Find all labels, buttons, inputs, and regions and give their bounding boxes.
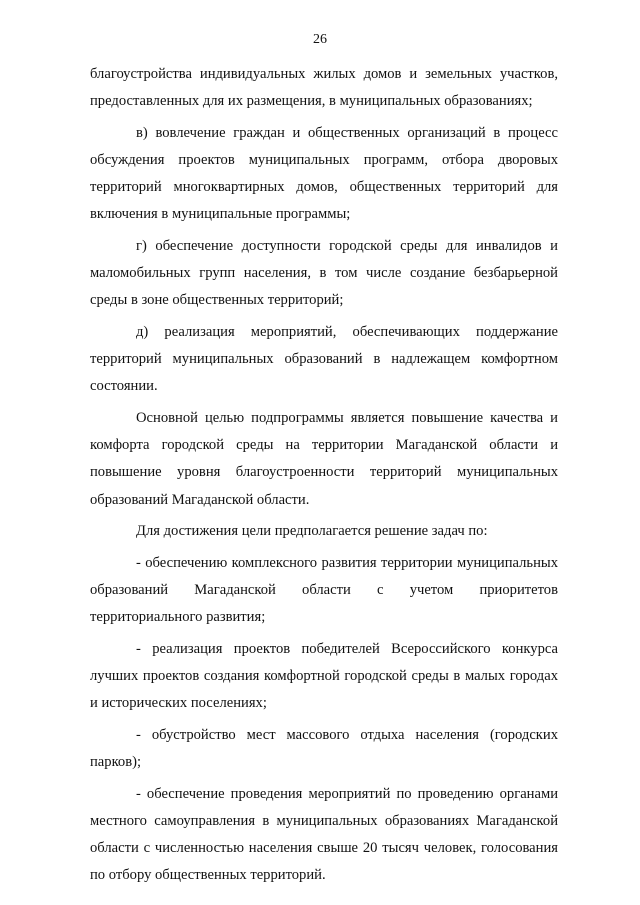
task-list-item: - реализация проектов победителей Всероссийского конкурса лучших проектов создания комфортной городской среды в малых городах и исторических поселениях;: [90, 640, 558, 712]
paragraph-continuation: благоустройства индивидуальных жилых домов и земельных участков, предоставленных для их размещения, в муниципальных образованиях;: [90, 66, 558, 110]
page-number: 26: [313, 32, 327, 47]
paragraph-item-v: в) вовлечение граждан и общественных организаций в процесс обсуждения проектов муниципальных программ, отбора дворовых территорий многоквартирных домов, общественных территорий для включения в муниципальные программы;: [90, 124, 558, 223]
paragraph-item-g: г) обеспечение доступности городской среды для инвалидов и маломобильных групп населения, в том числе создание безбарьерной среды в зоне общественных территорий;: [90, 238, 558, 309]
paragraph-main-goal: Основной целью подпрограммы является повышение качества и комфорта городской среды на территории Магаданской области и повышение уровня благоустроенности территорий муниципальных образований Магаданской области.: [90, 410, 558, 508]
document-body: [90, 61, 558, 894]
task-list-item: - обеспечение проведения мероприятий по проведению органами местного самоуправления в муниципальных образованиях Магаданской области с численностью населения свыше 20 тысяч человек, голосования по отбору общественных территорий.: [90, 785, 558, 884]
task-list-item: - обеспечению комплексного развития территории муниципальных образований Магаданской области с учетом приоритетов территориального развития;: [90, 554, 558, 626]
task-list-item: - обустройство мест массового отдыха населения (городских парков);: [90, 726, 558, 770]
paragraph-item-d: д) реализация мероприятий, обеспечивающих поддержание территорий муниципальных образований в надлежащем комфортном состоянии.: [90, 324, 558, 395]
paragraph-tasks-intro: Для достижения цели предполагается решение задач по:: [136, 523, 488, 540]
